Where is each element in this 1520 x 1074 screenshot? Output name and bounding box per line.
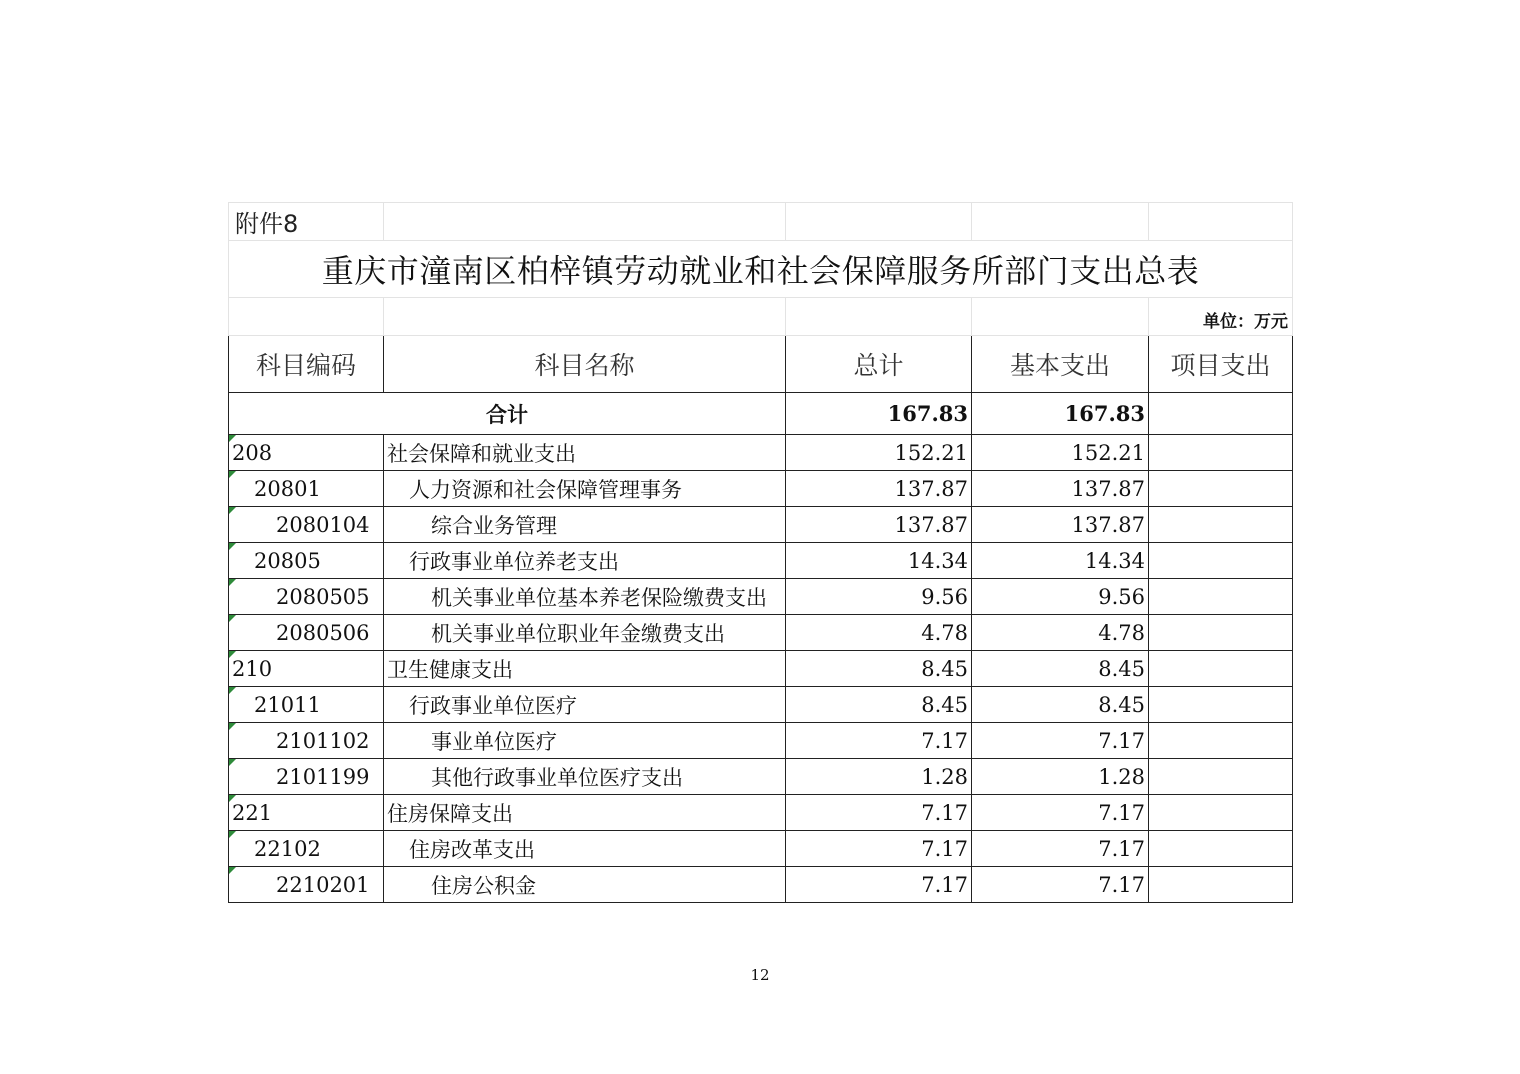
row-code: 2101102 <box>276 728 370 753</box>
header-project: 项目支出 <box>1149 336 1293 393</box>
row-project[interactable] <box>1149 723 1293 759</box>
table-row <box>229 543 1293 579</box>
row-total[interactable]: 7.17 <box>786 723 972 759</box>
row-basic[interactable]: 14.34 <box>972 543 1149 579</box>
row-basic[interactable]: 1.28 <box>972 759 1149 795</box>
row-code: 2210201 <box>276 872 370 897</box>
row-code: 21011 <box>254 692 321 717</box>
table-row <box>229 831 1293 867</box>
table-row <box>229 435 1293 471</box>
table-row <box>229 687 1293 723</box>
row-code-cell[interactable] <box>229 687 384 723</box>
page-number: 12 <box>750 966 770 984</box>
row-basic[interactable]: 152.21 <box>972 435 1149 471</box>
row-code: 208 <box>232 440 273 465</box>
table-row <box>229 579 1293 615</box>
row-name[interactable]: 其他行政事业单位医疗支出 <box>384 759 786 795</box>
row-total[interactable]: 4.78 <box>786 615 972 651</box>
row-code-cell[interactable] <box>229 723 384 759</box>
attachment-row <box>229 203 1293 241</box>
row-code-cell[interactable] <box>229 471 384 507</box>
table-row <box>229 795 1293 831</box>
row-basic[interactable]: 7.17 <box>972 795 1149 831</box>
comment-marker-icon <box>229 579 236 586</box>
table-row <box>229 723 1293 759</box>
row-total[interactable]: 137.87 <box>786 507 972 543</box>
row-name[interactable]: 机关事业单位职业年金缴费支出 <box>384 615 786 651</box>
comment-marker-icon <box>229 759 236 766</box>
row-total[interactable]: 137.87 <box>786 471 972 507</box>
row-name[interactable]: 社会保障和就业支出 <box>384 435 786 471</box>
row-basic[interactable]: 9.56 <box>972 579 1149 615</box>
row-project[interactable] <box>1149 615 1293 651</box>
row-name[interactable]: 住房公积金 <box>384 867 786 903</box>
total-label: 合计 <box>229 393 786 435</box>
row-project[interactable] <box>1149 867 1293 903</box>
comment-marker-icon <box>229 867 236 874</box>
spreadsheet-sheet <box>228 202 1292 903</box>
row-project[interactable] <box>1149 471 1293 507</box>
row-code: 210 <box>232 656 273 681</box>
header-row <box>229 336 1293 393</box>
row-total[interactable]: 152.21 <box>786 435 972 471</box>
row-project[interactable] <box>1149 435 1293 471</box>
row-code-cell[interactable] <box>229 615 384 651</box>
row-code: 2101199 <box>276 764 370 789</box>
row-total[interactable]: 7.17 <box>786 867 972 903</box>
table-row <box>229 651 1293 687</box>
row-basic[interactable]: 4.78 <box>972 615 1149 651</box>
table-row <box>229 867 1293 903</box>
row-project[interactable] <box>1149 651 1293 687</box>
row-project[interactable] <box>1149 759 1293 795</box>
row-code: 20805 <box>254 548 321 573</box>
row-project[interactable] <box>1149 687 1293 723</box>
row-project[interactable] <box>1149 543 1293 579</box>
row-name[interactable]: 事业单位医疗 <box>384 723 786 759</box>
unit-row <box>229 298 1293 336</box>
comment-marker-icon <box>229 795 236 802</box>
row-name[interactable]: 行政事业单位医疗 <box>384 687 786 723</box>
row-code-cell[interactable] <box>229 543 384 579</box>
row-code: 2080506 <box>276 620 370 645</box>
comment-marker-icon <box>229 471 236 478</box>
expenditure-table <box>228 202 1293 903</box>
row-total[interactable]: 7.17 <box>786 795 972 831</box>
comment-marker-icon <box>229 543 236 550</box>
header-name: 科目名称 <box>384 336 786 393</box>
comment-marker-icon <box>229 651 236 658</box>
row-code: 20801 <box>254 476 321 501</box>
comment-marker-icon <box>229 831 236 838</box>
unit-label: 单位：万元 <box>1149 298 1293 336</box>
row-project[interactable] <box>1149 507 1293 543</box>
table-row <box>229 615 1293 651</box>
total-total: 167.83 <box>786 393 972 435</box>
row-name[interactable]: 行政事业单位养老支出 <box>384 543 786 579</box>
row-basic[interactable]: 8.45 <box>972 687 1149 723</box>
table-row <box>229 471 1293 507</box>
row-basic[interactable]: 7.17 <box>972 723 1149 759</box>
row-code: 2080104 <box>276 512 370 537</box>
header-total: 总计 <box>786 336 972 393</box>
row-basic[interactable]: 7.17 <box>972 831 1149 867</box>
row-code-cell[interactable] <box>229 867 384 903</box>
comment-marker-icon <box>229 615 236 622</box>
table-title: 重庆市潼南区柏梓镇劳动就业和社会保障服务所部门支出总表 <box>229 241 1293 298</box>
row-basic[interactable]: 8.45 <box>972 651 1149 687</box>
row-code-cell[interactable] <box>229 831 384 867</box>
row-total[interactable]: 9.56 <box>786 579 972 615</box>
row-project[interactable] <box>1149 795 1293 831</box>
row-total[interactable]: 7.17 <box>786 831 972 867</box>
row-name[interactable]: 综合业务管理 <box>384 507 786 543</box>
comment-marker-icon <box>229 507 236 514</box>
row-code-cell[interactable] <box>229 579 384 615</box>
header-basic: 基本支出 <box>972 336 1149 393</box>
row-code-cell[interactable] <box>229 651 384 687</box>
row-total[interactable]: 8.45 <box>786 651 972 687</box>
row-code: 2080505 <box>276 584 370 609</box>
row-code: 221 <box>232 800 273 825</box>
row-basic[interactable]: 137.87 <box>972 471 1149 507</box>
row-code-cell[interactable] <box>229 759 384 795</box>
row-project[interactable] <box>1149 579 1293 615</box>
row-code: 22102 <box>254 836 321 861</box>
comment-marker-icon <box>229 687 236 694</box>
row-total[interactable]: 8.45 <box>786 687 972 723</box>
table-row <box>229 759 1293 795</box>
total-row <box>229 393 1293 435</box>
row-project[interactable] <box>1149 831 1293 867</box>
row-name[interactable]: 卫生健康支出 <box>384 651 786 687</box>
table-row <box>229 507 1293 543</box>
row-total[interactable]: 14.34 <box>786 543 972 579</box>
comment-marker-icon <box>229 435 236 442</box>
row-name[interactable]: 机关事业单位基本养老保险缴费支出 <box>384 579 786 615</box>
row-code-cell[interactable] <box>229 507 384 543</box>
row-name[interactable]: 人力资源和社会保障管理事务 <box>384 471 786 507</box>
attachment-label: 附件8 <box>229 203 384 241</box>
row-code-cell[interactable] <box>229 435 384 471</box>
total-basic: 167.83 <box>972 393 1149 435</box>
header-code: 科目编码 <box>229 336 384 393</box>
comment-marker-icon <box>229 723 236 730</box>
row-name[interactable]: 住房改革支出 <box>384 831 786 867</box>
row-basic[interactable]: 137.87 <box>972 507 1149 543</box>
row-total[interactable]: 1.28 <box>786 759 972 795</box>
row-name[interactable]: 住房保障支出 <box>384 795 786 831</box>
total-project <box>1149 393 1293 435</box>
row-code-cell[interactable] <box>229 795 384 831</box>
title-row <box>229 241 1293 298</box>
row-basic[interactable]: 7.17 <box>972 867 1149 903</box>
